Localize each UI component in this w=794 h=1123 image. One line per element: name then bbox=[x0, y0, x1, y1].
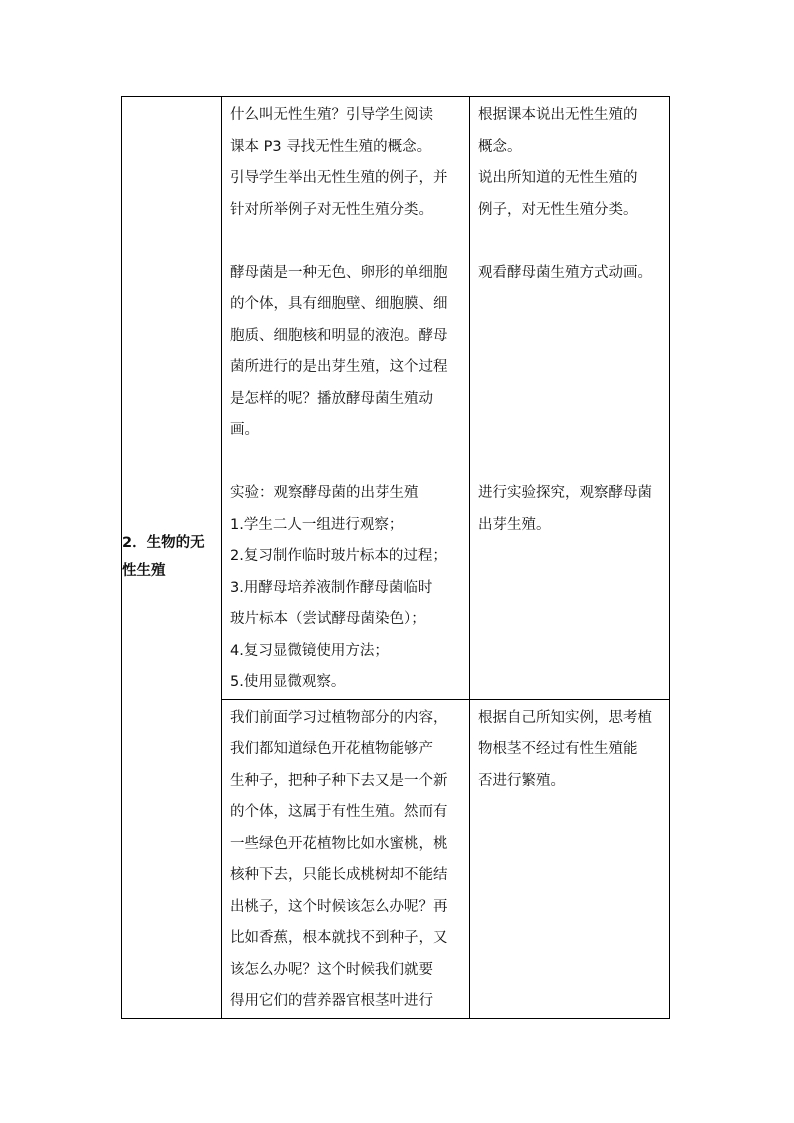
text-line: 进行实验探究，观察酵母菌 bbox=[478, 485, 652, 501]
text-line: 得用它们的营养器官根茎叶进行 bbox=[230, 993, 433, 1009]
text-line: 该怎么办呢？这个时候我们就要 bbox=[230, 961, 433, 978]
teacher-activity-cell bbox=[222, 97, 470, 700]
student-activity-cell bbox=[470, 699, 670, 1018]
text-line: 核种下去，只能长成桃树却不能结 bbox=[230, 867, 448, 883]
text-line: 针对所举例子对无性生殖分类。 bbox=[230, 201, 433, 218]
text-line: 2.复习制作临时玻片标本的过程； bbox=[230, 548, 447, 564]
text-line: 3.用酵母培养液制作酵母菌临时 bbox=[230, 579, 433, 596]
section-title-line: 2．生物的无 bbox=[122, 535, 205, 552]
text-line: 玻片标本（尝试酵母菌染色）； bbox=[230, 611, 426, 627]
text-line: 说出所知道的无性生殖的 bbox=[478, 170, 638, 186]
text-line: 课本 P3 寻找无性生殖的概念。 bbox=[230, 138, 432, 155]
text-line: 物根茎不经过有性生殖能 bbox=[478, 741, 638, 757]
text-line: 4.复习显微镜使用方法； bbox=[230, 642, 389, 659]
text-line: 生种子，把种子种下去又是一个新 bbox=[230, 772, 448, 789]
text-line: 概念。 bbox=[478, 138, 522, 155]
text-line: 出芽生殖。 bbox=[478, 516, 551, 533]
teacher-activity-cell bbox=[222, 699, 470, 1018]
text-line: 我们前面学习过植物部分的内容， bbox=[230, 709, 448, 726]
text-line: 一些绿色开花植物比如水蜜桃，桃 bbox=[230, 835, 448, 852]
text-line: 1.学生二人一组进行观察； bbox=[230, 516, 404, 533]
text-line: 根据自己所知实例，思考植 bbox=[478, 709, 652, 726]
text-line: 根据课本说出无性生殖的 bbox=[478, 107, 638, 123]
section-title-line: 性生殖 bbox=[122, 563, 166, 580]
text-line: 实验：观察酵母菌的出芽生殖 bbox=[230, 485, 419, 501]
text-line: 我们都知道绿色开花植物能够产 bbox=[230, 741, 433, 757]
text-line: 例子，对无性生殖分类。 bbox=[478, 201, 638, 218]
text-line: 5.使用显微观察。 bbox=[230, 674, 346, 690]
text-line: 酵母菌是一种无色、卵形的单细胞 bbox=[230, 264, 448, 281]
text-line: 引导学生举出无性生殖的例子，并 bbox=[230, 170, 448, 186]
text-line: 的个体，具有细胞壁、细胞膜、细 bbox=[230, 296, 448, 312]
table-row bbox=[122, 97, 670, 700]
section-title-cell bbox=[122, 97, 222, 1019]
text-line: 观看酵母菌生殖方式动画。 bbox=[478, 264, 652, 281]
text-line: 比如香蕉，根本就找不到种子，又 bbox=[230, 930, 448, 946]
text-line: 出桃子，这个时候该怎么办呢？再 bbox=[230, 898, 448, 915]
text-line: 胞质、细胞核和明显的液泡。酵母 bbox=[230, 327, 448, 344]
text-line: 菌所进行的是出芽生殖，这个过程 bbox=[230, 359, 448, 375]
lesson-plan-table bbox=[121, 96, 670, 1019]
text-line: 什么叫无性生殖？引导学生阅读 bbox=[230, 107, 433, 123]
student-activity-cell bbox=[470, 97, 670, 700]
text-line: 否进行繁殖。 bbox=[478, 772, 565, 789]
text-line: 的个体，这属于有性生殖。然而有 bbox=[230, 804, 448, 820]
text-line: 是怎样的呢？播放酵母菌生殖动 bbox=[230, 390, 433, 407]
text-line: 画。 bbox=[230, 422, 259, 438]
